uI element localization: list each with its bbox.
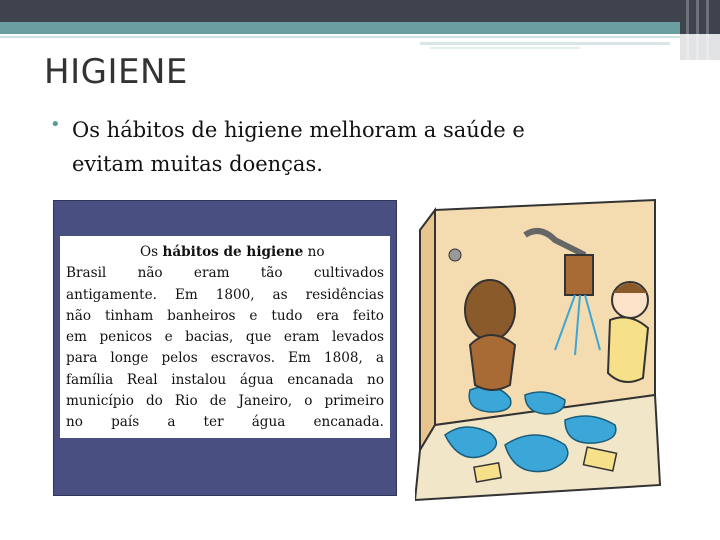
bullet-line: evitam muitas doenças. xyxy=(72,152,323,176)
info-line: não tinham banheiros e tudo era feito xyxy=(66,307,384,324)
info-line: Brasil não eram tão cultivados xyxy=(66,265,384,282)
slide-title: HIGIENE xyxy=(44,52,188,92)
info-line xyxy=(66,242,384,263)
bullet-item xyxy=(50,113,650,181)
info-line: município do Rio de Janeiro, o primeiro xyxy=(66,393,384,410)
info-line: no país a ter água encanada. xyxy=(66,414,384,431)
bullet-icon: • xyxy=(50,114,61,135)
band-dark xyxy=(0,0,720,22)
info-text-bold: hábitos de higiene xyxy=(162,244,304,260)
info-box xyxy=(53,200,397,496)
flooded-bathroom-illustration xyxy=(415,195,665,505)
band-teal xyxy=(0,22,720,34)
band-line xyxy=(0,36,720,38)
band-stripes xyxy=(680,0,720,60)
info-line: antigamente. Em 1800, as residências xyxy=(66,286,384,303)
info-line: para longe pelos escravos. Em 1808, a xyxy=(66,350,384,367)
info-text-suffix: no xyxy=(303,244,325,260)
band-line xyxy=(430,47,580,49)
info-line: em penicos e bacias, que eram levados xyxy=(66,329,384,346)
top-decorative-band xyxy=(0,0,720,60)
info-text xyxy=(60,236,390,438)
bullet-text xyxy=(72,113,650,181)
info-text-prefix: Os xyxy=(140,244,163,260)
info-line: família Real instalou água encanada no xyxy=(66,371,384,388)
band-line xyxy=(420,42,670,45)
bullet-line: Os hábitos de higiene melhoram a saúde e xyxy=(72,118,525,142)
